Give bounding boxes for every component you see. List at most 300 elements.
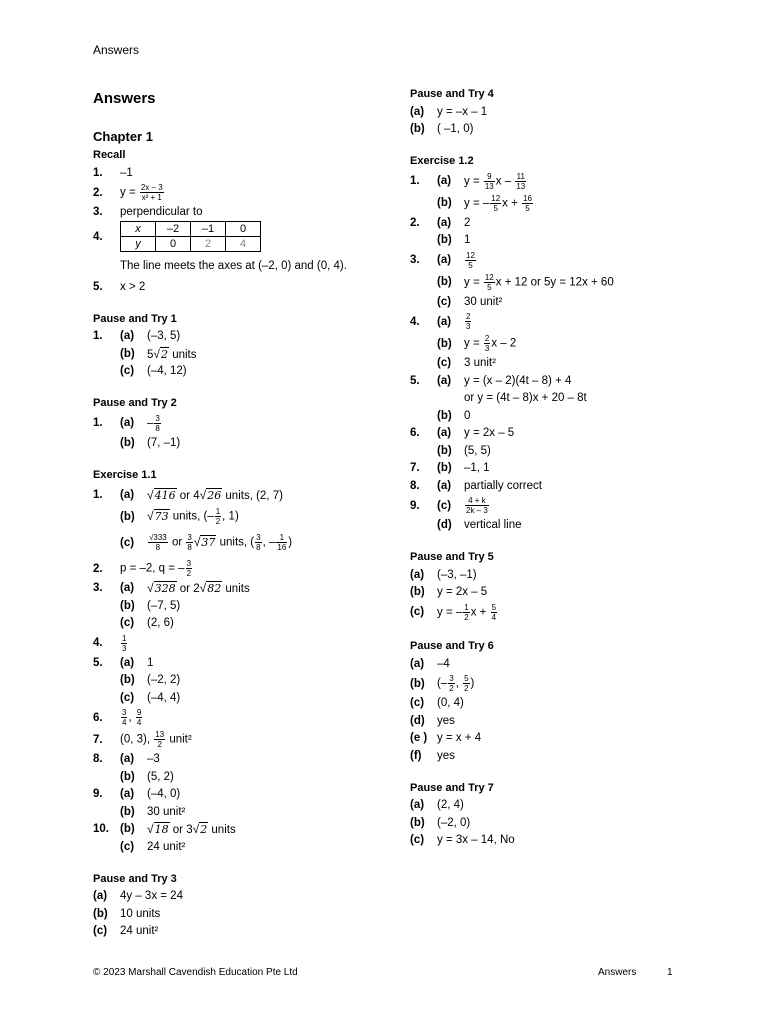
answer-row	[93, 838, 393, 856]
fraction	[154, 414, 160, 433]
question-number: 8.	[410, 479, 420, 492]
answer-text: (–4, 4)	[147, 691, 181, 704]
part-label: (b)	[437, 276, 452, 288]
denominator: 5	[493, 203, 498, 213]
answer-row	[410, 311, 720, 333]
question-number: 4.	[93, 637, 103, 649]
fraction	[484, 273, 495, 292]
answer-text: ( –1, 0)	[437, 123, 474, 136]
answer-text: y = 2x – 5	[464, 427, 515, 440]
answer-text: y =	[464, 175, 483, 188]
denominator: 5	[487, 282, 492, 292]
denominator: 2k – 3	[466, 506, 488, 515]
numerator: 11	[516, 171, 525, 181]
answer-row	[93, 484, 393, 506]
fraction	[186, 533, 192, 552]
fraction	[463, 603, 469, 622]
fraction	[484, 172, 495, 191]
answer-text: units	[169, 348, 197, 361]
answer-text: y =	[464, 337, 483, 350]
chapter-heading: Chapter 1	[93, 129, 153, 144]
answer-text: ,	[455, 677, 463, 690]
numerator: 1	[464, 602, 469, 612]
answer-text: 0	[464, 409, 471, 422]
denominator: 5	[525, 203, 530, 213]
denominator: 4	[136, 718, 142, 727]
part-label: (f)	[410, 749, 422, 762]
answer-text: y = (x – 2)(4t – 8) + 4	[464, 374, 572, 387]
part-label: (a)	[410, 105, 425, 118]
radicand: 73	[154, 509, 169, 523]
question-number: 7.	[93, 733, 103, 746]
question-number: 1.	[93, 330, 103, 343]
answer-text: yes	[437, 714, 455, 727]
square-root: √37	[193, 534, 216, 549]
answer-math	[147, 414, 393, 433]
fraction	[465, 496, 489, 515]
answer-text: (–4, 0)	[147, 788, 181, 801]
fraction	[140, 183, 164, 202]
question-number: 9.	[410, 499, 420, 512]
answer-row	[93, 615, 393, 633]
answer-text: 30 unit²	[464, 295, 503, 308]
denominator: 8	[256, 543, 261, 552]
part-label: (b)	[437, 409, 452, 422]
fraction	[465, 312, 471, 331]
part-label: (a)	[437, 254, 452, 266]
part-label: (c)	[437, 499, 452, 512]
answer-row	[93, 654, 393, 672]
answer-row	[410, 121, 720, 139]
answer-text: (–3, 5)	[147, 330, 181, 343]
answer-text: 3 unit²	[464, 357, 496, 370]
fraction	[515, 172, 526, 191]
answer-text: y = 2x – 5	[437, 586, 488, 599]
part-label: (b)	[437, 462, 452, 475]
answer-row	[410, 232, 720, 250]
square-root: √18	[147, 822, 169, 837]
fraction	[491, 603, 497, 622]
table-cell: 2	[191, 237, 226, 252]
fraction	[136, 708, 142, 727]
part-label: (a)	[437, 175, 452, 187]
answer-row	[410, 355, 720, 373]
answer-math	[464, 172, 720, 191]
answer-text: x +	[470, 606, 490, 619]
denominator: 2	[464, 612, 469, 622]
part-label: (b)	[410, 586, 425, 599]
answer-row	[410, 584, 720, 602]
numerator: 5	[491, 602, 497, 612]
table-row	[121, 222, 261, 237]
denominator: 2	[215, 517, 221, 526]
answer-text: y = –x – 1	[437, 105, 488, 118]
square-root: √328	[147, 581, 176, 596]
part-label: (c)	[437, 295, 452, 308]
answer-text: 2	[464, 216, 471, 229]
answer-text: y = 3x – 14, No	[437, 834, 515, 847]
table-cell: –1	[191, 222, 226, 237]
part-label: (c)	[120, 536, 135, 549]
answer-math	[147, 347, 393, 361]
section-heading-pt1: Pause and Try 1	[93, 312, 177, 325]
numerator: 2x – 3	[140, 183, 163, 192]
denominator: 2	[449, 684, 454, 693]
answer-math	[464, 194, 720, 213]
answer-text: )	[470, 677, 475, 690]
answer-row	[410, 249, 720, 271]
answer-text: –1	[120, 166, 133, 179]
answer-row	[93, 672, 393, 690]
answer-math	[464, 273, 720, 292]
answer-row	[93, 528, 393, 558]
answer-text: unit²	[166, 733, 192, 746]
answer-text: partially correct	[464, 479, 542, 492]
numerator: 1	[215, 507, 221, 516]
fraction	[255, 533, 261, 552]
radicand: 416	[154, 488, 176, 502]
answer-row	[410, 695, 720, 713]
section-heading-pt2: Pause and Try 2	[93, 397, 177, 409]
question-number: 1.	[93, 166, 103, 179]
numerator: 9	[136, 708, 142, 717]
answer-text: –1, 1	[464, 462, 490, 475]
answer-text: y =	[464, 276, 483, 289]
part-label: (a)	[120, 656, 135, 669]
part-label: (a)	[437, 374, 452, 387]
answer-text: x –	[495, 175, 515, 188]
numerator: 3	[155, 413, 160, 423]
answer-row	[410, 655, 720, 673]
numerator: 12	[484, 272, 494, 282]
answer-row	[410, 425, 720, 443]
radicand: 82	[207, 582, 222, 596]
answer-row	[410, 601, 720, 623]
answer-text: (2, 6)	[147, 617, 174, 630]
section-heading-ex11: Exercise 1.1	[93, 468, 157, 481]
section-heading-recall: Recall	[93, 149, 126, 161]
answer-text: units, (	[216, 536, 255, 549]
fraction	[276, 533, 287, 552]
part-label: (a)	[437, 479, 452, 492]
answer-row	[410, 673, 720, 695]
question-number: 1.	[93, 488, 103, 501]
part-label: (b)	[120, 674, 135, 687]
part-label: (a)	[120, 417, 135, 429]
answer-math	[120, 183, 393, 202]
numerator: 1	[122, 633, 127, 643]
answer-row	[410, 460, 720, 478]
section-heading-pt6: Pause and Try 6	[410, 640, 494, 652]
answer-text: –	[147, 417, 154, 430]
part-label: (c)	[437, 357, 452, 370]
answer-row	[93, 580, 393, 598]
part-label: (b)	[437, 444, 452, 457]
question-number: 4.	[93, 230, 103, 243]
part-label: (e )	[410, 732, 428, 745]
answer-row	[93, 182, 393, 204]
answer-row	[410, 797, 720, 815]
denominator: 13	[484, 181, 494, 191]
fraction	[121, 708, 127, 727]
question-number: 9.	[93, 788, 103, 801]
answer-row	[93, 707, 393, 729]
question-number: 5.	[93, 656, 103, 669]
answer-row	[410, 814, 720, 832]
denominator: 8	[187, 543, 192, 552]
part-label: (c)	[410, 697, 425, 710]
denominator: 2	[157, 740, 162, 749]
part-label: (c)	[410, 834, 425, 847]
table-cell: y	[121, 237, 156, 252]
numerator: 5	[464, 674, 469, 683]
question-number: 8.	[93, 753, 103, 766]
question-number: 2.	[410, 216, 420, 229]
table-row	[121, 237, 261, 252]
denominator: 13	[516, 181, 526, 191]
answer-row	[93, 412, 393, 434]
answer-text: units, (–	[169, 510, 214, 523]
question-number: 2.	[93, 562, 103, 575]
answer-math	[464, 496, 720, 515]
denominator: 4	[491, 612, 497, 622]
answer-text: , 1)	[222, 510, 239, 523]
fraction	[215, 507, 221, 526]
part-label: (b)	[120, 770, 135, 783]
answer-text: (–7, 5)	[147, 599, 181, 612]
part-label: (b)	[120, 805, 135, 818]
numerator: 1	[276, 533, 287, 543]
numerator: 3	[187, 533, 192, 542]
answer-row	[93, 345, 393, 363]
answer-row	[93, 434, 393, 452]
answer-row	[410, 170, 720, 192]
section-heading-pt5: Pause and Try 5	[410, 551, 494, 563]
numerator: 16	[523, 193, 532, 203]
part-label: (a)	[410, 799, 425, 812]
numerator: 3	[449, 674, 454, 683]
answer-row	[93, 506, 393, 528]
question-number: 7.	[410, 462, 420, 475]
answer-math	[120, 730, 393, 749]
denominator: 2	[186, 569, 192, 578]
answer-text: , –	[262, 536, 276, 549]
square-root: √2	[192, 822, 208, 837]
part-label: (c)	[120, 691, 135, 704]
answer-text: –4	[437, 657, 450, 670]
square-root: √82	[199, 581, 222, 596]
answer-text: or y = (4t – 8)x + 20 – 8t	[464, 392, 587, 405]
denominator: 8	[155, 543, 161, 552]
answer-text: x – 2	[491, 337, 517, 350]
xy-table	[120, 221, 261, 252]
answer-text: (–3, –1)	[437, 568, 477, 581]
answer-row	[93, 786, 393, 804]
answer-text: x > 2	[120, 280, 146, 293]
answer-row	[93, 689, 393, 707]
fraction	[448, 674, 454, 693]
part-label: (b)	[120, 823, 135, 836]
fraction	[186, 559, 192, 578]
answer-text: (2, 4)	[437, 799, 464, 812]
answer-math	[147, 822, 393, 836]
answer-row	[410, 333, 720, 355]
answer-row	[410, 293, 720, 311]
denominator: 3	[484, 344, 490, 353]
part-label: (b)	[120, 599, 135, 612]
section-heading-pt7: Pause and Try 7	[410, 781, 494, 794]
part-label: (b)	[120, 510, 135, 523]
square-root: √26	[199, 487, 222, 502]
answer-row	[93, 558, 393, 580]
part-label: (a)	[120, 788, 135, 801]
radicand: 37	[201, 535, 216, 549]
denominator: 2	[464, 684, 469, 693]
square-root: √416	[147, 487, 176, 502]
answer-row	[410, 832, 720, 850]
answer-text: (7, –1)	[147, 436, 181, 449]
part-label: (c)	[120, 365, 135, 378]
answer-text: perpendicular to	[120, 206, 203, 219]
answer-text: or 3	[169, 824, 193, 837]
question-number: 3.	[93, 206, 103, 219]
answer-row	[410, 390, 720, 408]
numerator: 3	[256, 533, 261, 542]
question-number: 2.	[93, 186, 103, 199]
answer-row	[410, 103, 720, 121]
answer-row	[93, 597, 393, 615]
answer-row	[410, 566, 720, 584]
answer-text: y =	[120, 186, 139, 199]
answer-text: yes	[437, 749, 455, 762]
answer-row	[93, 164, 393, 182]
answer-row	[410, 495, 720, 517]
question-number: 5.	[410, 374, 420, 387]
numerator: 3	[186, 559, 192, 568]
answer-row	[93, 905, 393, 923]
part-label: (b)	[410, 123, 425, 136]
question-number: 1.	[93, 417, 103, 429]
answer-row	[410, 442, 720, 460]
answer-row	[410, 730, 720, 748]
answer-text: p = –2, q = –	[120, 562, 185, 575]
answer-row	[410, 712, 720, 730]
answer-text: y = –	[464, 197, 490, 210]
part-label: (b)	[120, 436, 135, 449]
answer-math	[120, 559, 393, 578]
numerator: √333	[149, 533, 167, 542]
answer-text: (5, 5)	[464, 444, 491, 457]
left-column	[93, 125, 393, 940]
numerator: 2	[484, 334, 490, 343]
part-label: (a)	[437, 216, 452, 229]
numerator: 2	[466, 312, 471, 321]
page-number: 1	[667, 967, 673, 978]
answer-math	[437, 603, 720, 622]
fraction	[522, 194, 533, 213]
numerator: 9	[484, 172, 495, 182]
answer-row	[93, 751, 393, 769]
part-label: (b)	[437, 234, 452, 247]
answer-row	[93, 888, 393, 906]
table-cell: 0	[226, 222, 261, 237]
fraction	[148, 533, 168, 552]
section-heading-pt3: Pause and Try 3	[93, 872, 177, 885]
answer-text: x +	[502, 197, 522, 210]
numerator: 12	[466, 250, 475, 260]
denominator: 8	[155, 423, 160, 433]
question-number: 3.	[93, 582, 103, 595]
answer-math	[147, 581, 393, 595]
answer-text: or 2	[176, 583, 200, 596]
answer-row	[410, 372, 720, 390]
section-heading-ex12: Exercise 1.2	[410, 155, 474, 167]
answer-text: or 4	[176, 489, 200, 502]
part-label: (a)	[120, 753, 135, 766]
fraction	[484, 334, 490, 353]
answer-text: units, (2, 7)	[222, 489, 283, 502]
answer-math	[464, 334, 720, 353]
part-label: (b)	[437, 337, 452, 350]
part-label: (a)	[120, 330, 135, 343]
answer-row	[93, 729, 393, 751]
answer-text: (–2, 2)	[147, 674, 181, 687]
right-column	[410, 88, 720, 849]
part-label: (b)	[120, 347, 135, 360]
answer-text: 24 unit²	[120, 925, 159, 938]
part-label: (a)	[410, 657, 425, 670]
numerator: 12	[491, 193, 501, 203]
answer-text: (0, 4)	[437, 697, 464, 710]
part-label: (a)	[120, 582, 135, 595]
numerator: 3	[122, 708, 127, 717]
part-label: (a)	[120, 488, 135, 501]
radicand: 2	[200, 823, 208, 837]
answer-text: )	[288, 536, 293, 549]
question-number: 6.	[410, 427, 420, 440]
answer-math	[120, 708, 393, 727]
answer-row	[410, 214, 720, 232]
radicand: 26	[207, 488, 222, 502]
running-header: Answers	[93, 43, 140, 57]
answer-row	[410, 517, 720, 535]
question-number: 6.	[93, 711, 103, 724]
answer-row	[93, 363, 393, 381]
answer-text: 5	[147, 348, 154, 361]
answer-row	[410, 477, 720, 495]
fraction	[463, 674, 469, 693]
page-title: Answers	[93, 90, 156, 107]
denominator: 5	[468, 260, 473, 270]
radicand: 2	[161, 347, 168, 361]
fraction	[121, 634, 127, 653]
answer-row	[93, 328, 393, 346]
section-heading-pt4: Pause and Try 4	[410, 88, 494, 100]
part-label: (b)	[410, 677, 425, 690]
answer-text: x + 12 or 5y = 12x + 60	[495, 276, 614, 289]
question-number: 4.	[410, 315, 420, 328]
part-label: (c)	[120, 840, 135, 853]
fraction	[465, 251, 476, 270]
part-label: (d)	[437, 519, 452, 532]
answer-text: (–4, 12)	[147, 365, 187, 378]
answer-text: (5, 2)	[147, 770, 174, 783]
answer-text: ,	[128, 711, 135, 724]
table-cell: 4	[226, 237, 261, 252]
part-label: (d)	[410, 714, 425, 727]
footer-section: Answers	[598, 967, 637, 978]
numerator: 13	[155, 730, 165, 739]
